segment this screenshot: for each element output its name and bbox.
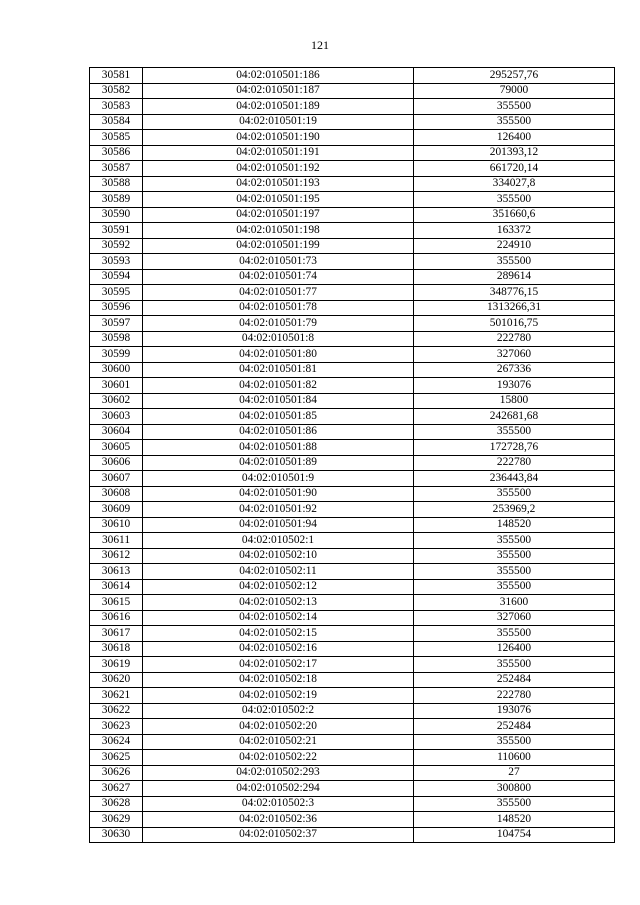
row-number-cell: 30596	[90, 300, 143, 316]
cadastral-number-cell: 04:02:010501:77	[143, 285, 414, 301]
table-row	[90, 68, 615, 84]
value-cell: 355500	[414, 796, 615, 812]
cadastral-number-cell: 04:02:010501:74	[143, 269, 414, 285]
value-cell: 355500	[414, 548, 615, 564]
cadastral-number-cell: 04:02:010501:73	[143, 254, 414, 270]
table-row	[90, 176, 615, 192]
row-number-cell: 30584	[90, 114, 143, 130]
value-cell: 104754	[414, 827, 615, 843]
cadastral-number-cell: 04:02:010502:2	[143, 703, 414, 719]
row-number-cell: 30592	[90, 238, 143, 254]
value-cell: 355500	[414, 486, 615, 502]
row-number-cell: 30628	[90, 796, 143, 812]
cadastral-number-cell: 04:02:010502:20	[143, 719, 414, 735]
cadastral-number-cell: 04:02:010502:1	[143, 533, 414, 549]
page-number: 121	[311, 38, 329, 52]
table-row	[90, 393, 615, 409]
table-row	[90, 424, 615, 440]
cadastral-number-cell: 04:02:010501:90	[143, 486, 414, 502]
row-number-cell: 30585	[90, 130, 143, 146]
table-row	[90, 269, 615, 285]
cadastral-number-cell: 04:02:010501:199	[143, 238, 414, 254]
row-number-cell: 30594	[90, 269, 143, 285]
value-cell: 126400	[414, 641, 615, 657]
table-row	[90, 300, 615, 316]
value-cell: 15800	[414, 393, 615, 409]
row-number-cell: 30591	[90, 223, 143, 239]
table-row	[90, 161, 615, 177]
value-cell: 289614	[414, 269, 615, 285]
row-number-cell: 30611	[90, 533, 143, 549]
row-number-cell: 30586	[90, 145, 143, 161]
value-cell: 355500	[414, 734, 615, 750]
row-number-cell: 30599	[90, 347, 143, 363]
table-row	[90, 688, 615, 704]
cadastral-number-cell: 04:02:010501:85	[143, 409, 414, 425]
row-number-cell: 30624	[90, 734, 143, 750]
table-row	[90, 486, 615, 502]
row-number-cell: 30626	[90, 765, 143, 781]
value-cell: 193076	[414, 703, 615, 719]
value-cell: 27	[414, 765, 615, 781]
table-row	[90, 471, 615, 487]
value-cell: 224910	[414, 238, 615, 254]
cadastral-number-cell: 04:02:010502:10	[143, 548, 414, 564]
cadastral-number-cell: 04:02:010501:191	[143, 145, 414, 161]
cadastral-number-cell: 04:02:010502:11	[143, 564, 414, 580]
value-cell: 351660,6	[414, 207, 615, 223]
value-cell: 236443,84	[414, 471, 615, 487]
value-cell: 126400	[414, 130, 615, 146]
value-cell: 222780	[414, 455, 615, 471]
value-cell: 222780	[414, 688, 615, 704]
cadastral-number-cell: 04:02:010501:92	[143, 502, 414, 518]
cadastral-number-cell: 04:02:010501:84	[143, 393, 414, 409]
cadastral-number-cell: 04:02:010502:22	[143, 750, 414, 766]
value-cell: 300800	[414, 781, 615, 797]
table-row	[90, 254, 615, 270]
cadastral-number-cell: 04:02:010502:17	[143, 657, 414, 673]
row-number-cell: 30613	[90, 564, 143, 580]
table-row	[90, 734, 615, 750]
row-number-cell: 30583	[90, 99, 143, 115]
row-number-cell: 30600	[90, 362, 143, 378]
row-number-cell: 30587	[90, 161, 143, 177]
row-number-cell: 30589	[90, 192, 143, 208]
value-cell: 148520	[414, 517, 615, 533]
cadastral-number-cell: 04:02:010501:86	[143, 424, 414, 440]
table-row	[90, 145, 615, 161]
cadastral-number-cell: 04:02:010501:198	[143, 223, 414, 239]
table-row	[90, 331, 615, 347]
cadastral-number-cell: 04:02:010501:189	[143, 99, 414, 115]
cadastral-number-cell: 04:02:010501:81	[143, 362, 414, 378]
cadastral-number-cell: 04:02:010501:89	[143, 455, 414, 471]
table-row	[90, 657, 615, 673]
value-cell: 355500	[414, 254, 615, 270]
table-row	[90, 827, 615, 843]
table-row	[90, 703, 615, 719]
row-number-cell: 30621	[90, 688, 143, 704]
row-number-cell: 30612	[90, 548, 143, 564]
table-row	[90, 347, 615, 363]
cadastral-number-cell: 04:02:010501:78	[143, 300, 414, 316]
table-row	[90, 564, 615, 580]
table-row	[90, 362, 615, 378]
value-cell: 172728,76	[414, 440, 615, 456]
cadastral-number-cell: 04:02:010501:193	[143, 176, 414, 192]
cadastral-number-cell: 04:02:010501:79	[143, 316, 414, 332]
table-row	[90, 99, 615, 115]
value-cell: 355500	[414, 114, 615, 130]
table-row	[90, 548, 615, 564]
row-number-cell: 30618	[90, 641, 143, 657]
row-number-cell: 30607	[90, 471, 143, 487]
value-cell: 110600	[414, 750, 615, 766]
row-number-cell: 30590	[90, 207, 143, 223]
table-row	[90, 285, 615, 301]
row-number-cell: 30608	[90, 486, 143, 502]
table-row	[90, 207, 615, 223]
row-number-cell: 30614	[90, 579, 143, 595]
cadastral-number-cell: 04:02:010502:13	[143, 595, 414, 611]
table-row	[90, 641, 615, 657]
value-cell: 327060	[414, 347, 615, 363]
row-number-cell: 30604	[90, 424, 143, 440]
cadastral-number-cell: 04:02:010501:88	[143, 440, 414, 456]
value-cell: 355500	[414, 564, 615, 580]
value-cell: 355500	[414, 533, 615, 549]
cadastral-number-cell: 04:02:010502:36	[143, 812, 414, 828]
table-row	[90, 750, 615, 766]
value-cell: 222780	[414, 331, 615, 347]
row-number-cell: 30609	[90, 502, 143, 518]
row-number-cell: 30602	[90, 393, 143, 409]
cadastral-number-cell: 04:02:010501:9	[143, 471, 414, 487]
row-number-cell: 30615	[90, 595, 143, 611]
table-row	[90, 672, 615, 688]
table-row	[90, 812, 615, 828]
table-row	[90, 579, 615, 595]
row-number-cell: 30616	[90, 610, 143, 626]
row-number-cell: 30625	[90, 750, 143, 766]
table-row	[90, 409, 615, 425]
value-cell: 355500	[414, 99, 615, 115]
table-row	[90, 83, 615, 99]
row-number-cell: 30629	[90, 812, 143, 828]
value-cell: 334027,8	[414, 176, 615, 192]
table-row	[90, 192, 615, 208]
cadastral-number-cell: 04:02:010502:3	[143, 796, 414, 812]
records-table	[89, 67, 615, 843]
row-number-cell: 30623	[90, 719, 143, 735]
cadastral-number-cell: 04:02:010502:16	[143, 641, 414, 657]
table-row	[90, 796, 615, 812]
table-row	[90, 719, 615, 735]
table-row	[90, 238, 615, 254]
table-row	[90, 455, 615, 471]
value-cell: 148520	[414, 812, 615, 828]
row-number-cell: 30595	[90, 285, 143, 301]
cadastral-number-cell: 04:02:010501:19	[143, 114, 414, 130]
value-cell: 252484	[414, 672, 615, 688]
table-row	[90, 610, 615, 626]
value-cell: 252484	[414, 719, 615, 735]
table-row	[90, 114, 615, 130]
value-cell: 163372	[414, 223, 615, 239]
value-cell: 253969,2	[414, 502, 615, 518]
row-number-cell: 30582	[90, 83, 143, 99]
cadastral-number-cell: 04:02:010502:19	[143, 688, 414, 704]
value-cell: 327060	[414, 610, 615, 626]
value-cell: 501016,75	[414, 316, 615, 332]
table-row	[90, 595, 615, 611]
row-number-cell: 30617	[90, 626, 143, 642]
cadastral-number-cell: 04:02:010502:21	[143, 734, 414, 750]
cadastral-number-cell: 04:02:010502:294	[143, 781, 414, 797]
value-cell: 193076	[414, 378, 615, 394]
cadastral-number-cell: 04:02:010501:186	[143, 68, 414, 84]
cadastral-number-cell: 04:02:010501:190	[143, 130, 414, 146]
table-row	[90, 130, 615, 146]
row-number-cell: 30598	[90, 331, 143, 347]
table-row	[90, 517, 615, 533]
value-cell: 348776,15	[414, 285, 615, 301]
value-cell: 242681,68	[414, 409, 615, 425]
value-cell: 355500	[414, 192, 615, 208]
row-number-cell: 30593	[90, 254, 143, 270]
table-row	[90, 781, 615, 797]
value-cell: 201393,12	[414, 145, 615, 161]
value-cell: 661720,14	[414, 161, 615, 177]
row-number-cell: 30597	[90, 316, 143, 332]
row-number-cell: 30627	[90, 781, 143, 797]
value-cell: 267336	[414, 362, 615, 378]
row-number-cell: 30605	[90, 440, 143, 456]
cadastral-number-cell: 04:02:010502:293	[143, 765, 414, 781]
cadastral-number-cell: 04:02:010501:80	[143, 347, 414, 363]
cadastral-number-cell: 04:02:010501:197	[143, 207, 414, 223]
value-cell: 355500	[414, 424, 615, 440]
value-cell: 355500	[414, 657, 615, 673]
cadastral-number-cell: 04:02:010501:8	[143, 331, 414, 347]
cadastral-number-cell: 04:02:010502:37	[143, 827, 414, 843]
row-number-cell: 30630	[90, 827, 143, 843]
cadastral-number-cell: 04:02:010501:192	[143, 161, 414, 177]
row-number-cell: 30601	[90, 378, 143, 394]
table-row	[90, 223, 615, 239]
cadastral-number-cell: 04:02:010502:15	[143, 626, 414, 642]
row-number-cell: 30603	[90, 409, 143, 425]
cadastral-number-cell: 04:02:010501:94	[143, 517, 414, 533]
value-cell: 295257,76	[414, 68, 615, 84]
table-row	[90, 533, 615, 549]
table-row	[90, 440, 615, 456]
table-row	[90, 502, 615, 518]
row-number-cell: 30606	[90, 455, 143, 471]
table-row	[90, 765, 615, 781]
value-cell: 79000	[414, 83, 615, 99]
cadastral-number-cell: 04:02:010501:187	[143, 83, 414, 99]
value-cell: 1313266,31	[414, 300, 615, 316]
value-cell: 355500	[414, 579, 615, 595]
cadastral-number-cell: 04:02:010502:18	[143, 672, 414, 688]
row-number-cell: 30581	[90, 68, 143, 84]
row-number-cell: 30620	[90, 672, 143, 688]
cadastral-number-cell: 04:02:010502:14	[143, 610, 414, 626]
cadastral-number-cell: 04:02:010502:12	[143, 579, 414, 595]
table-row	[90, 626, 615, 642]
cadastral-number-cell: 04:02:010501:82	[143, 378, 414, 394]
row-number-cell: 30622	[90, 703, 143, 719]
records-table-body	[90, 68, 615, 843]
value-cell: 31600	[414, 595, 615, 611]
row-number-cell: 30610	[90, 517, 143, 533]
cadastral-number-cell: 04:02:010501:195	[143, 192, 414, 208]
table-row	[90, 316, 615, 332]
row-number-cell: 30588	[90, 176, 143, 192]
row-number-cell: 30619	[90, 657, 143, 673]
value-cell: 355500	[414, 626, 615, 642]
table-row	[90, 378, 615, 394]
